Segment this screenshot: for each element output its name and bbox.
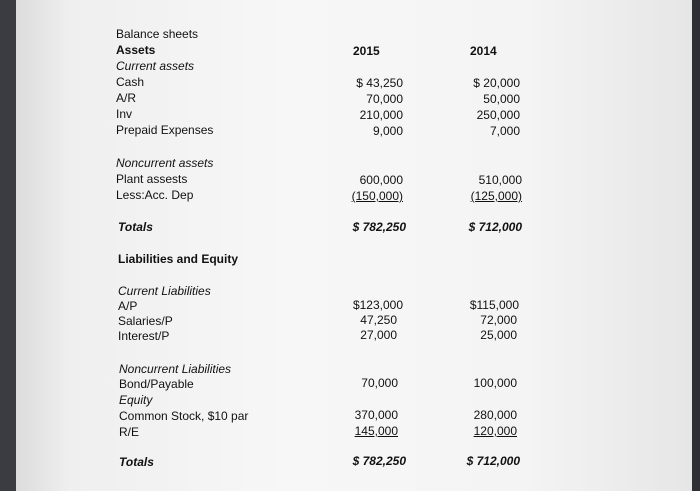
current-assets-heading: Current assets: [116, 59, 195, 73]
liabilities-equity-heading: Liabilities and Equity: [118, 252, 239, 266]
value-2014: 120,000: [473, 424, 517, 438]
value-2015: $ 43,250: [356, 76, 403, 90]
noncurrent-assets-heading: Noncurrent assets: [116, 156, 214, 170]
value-2015: (150,000): [351, 189, 403, 203]
row-label: R/E: [119, 425, 140, 439]
value-2015: 70,000: [361, 376, 398, 390]
totals-assets-2015: $ 782,250: [352, 220, 406, 234]
row-label: Salaries/P: [118, 314, 173, 328]
assets-heading: Assets: [116, 43, 156, 57]
value-2014: 280,000: [473, 408, 517, 422]
value-2014: $115,000: [469, 298, 519, 312]
row-label: A/P: [118, 299, 138, 313]
year-2014-header: 2014: [470, 44, 497, 58]
row-label: Common Stock, $10 par: [119, 409, 249, 423]
sheet-title: Balance sheets: [116, 27, 199, 41]
value-2014: 72,000: [480, 313, 517, 327]
row-label: Less:Acc. Dep: [116, 188, 194, 202]
value-2014: 250,000: [476, 108, 520, 122]
value-2015: 370,000: [354, 408, 398, 422]
row-label: Inv: [116, 107, 133, 121]
year-2015-header: 2015: [353, 44, 380, 58]
value-2014: 7,000: [489, 124, 520, 138]
row-label: Plant assests: [116, 172, 188, 186]
row-label: Bond/Payable: [119, 377, 194, 391]
value-2015: 27,000: [360, 328, 397, 342]
screen-border: [692, 0, 700, 491]
value-2015: 145,000: [354, 424, 398, 438]
value-2014: 100,000: [473, 376, 517, 390]
value-2015: 47,250: [360, 313, 397, 327]
totals-liabilities-2014: $ 712,000: [466, 454, 520, 468]
value-2014: 510,000: [478, 173, 522, 187]
totals-assets-2014: $ 712,000: [468, 220, 522, 234]
row-label: Interest/P: [118, 329, 170, 343]
value-2014: 25,000: [480, 328, 517, 342]
row-label: A/R: [116, 91, 137, 105]
value-2014: (125,000): [470, 189, 522, 203]
totals-liabilities-label: Totals: [119, 455, 154, 469]
row-label: Prepaid Expenses: [116, 123, 214, 137]
value-2014: $ 20,000: [473, 76, 520, 90]
value-2015: $123,000: [352, 298, 403, 312]
value-2015: 70,000: [366, 92, 403, 106]
noncurrent-liabilities-heading: Noncurrent Liabilities: [119, 362, 232, 376]
totals-liabilities-2015: $ 782,250: [352, 454, 406, 468]
value-2015: 9,000: [372, 124, 403, 138]
value-2015: 600,000: [359, 173, 403, 187]
totals-assets-label: Totals: [118, 220, 153, 234]
row-label: Cash: [116, 75, 145, 89]
equity-heading: Equity: [119, 393, 153, 407]
value-2015: 210,000: [359, 108, 403, 122]
current-liabilities-heading: Current Liabilities: [118, 284, 211, 298]
value-2014: 50,000: [483, 92, 520, 106]
